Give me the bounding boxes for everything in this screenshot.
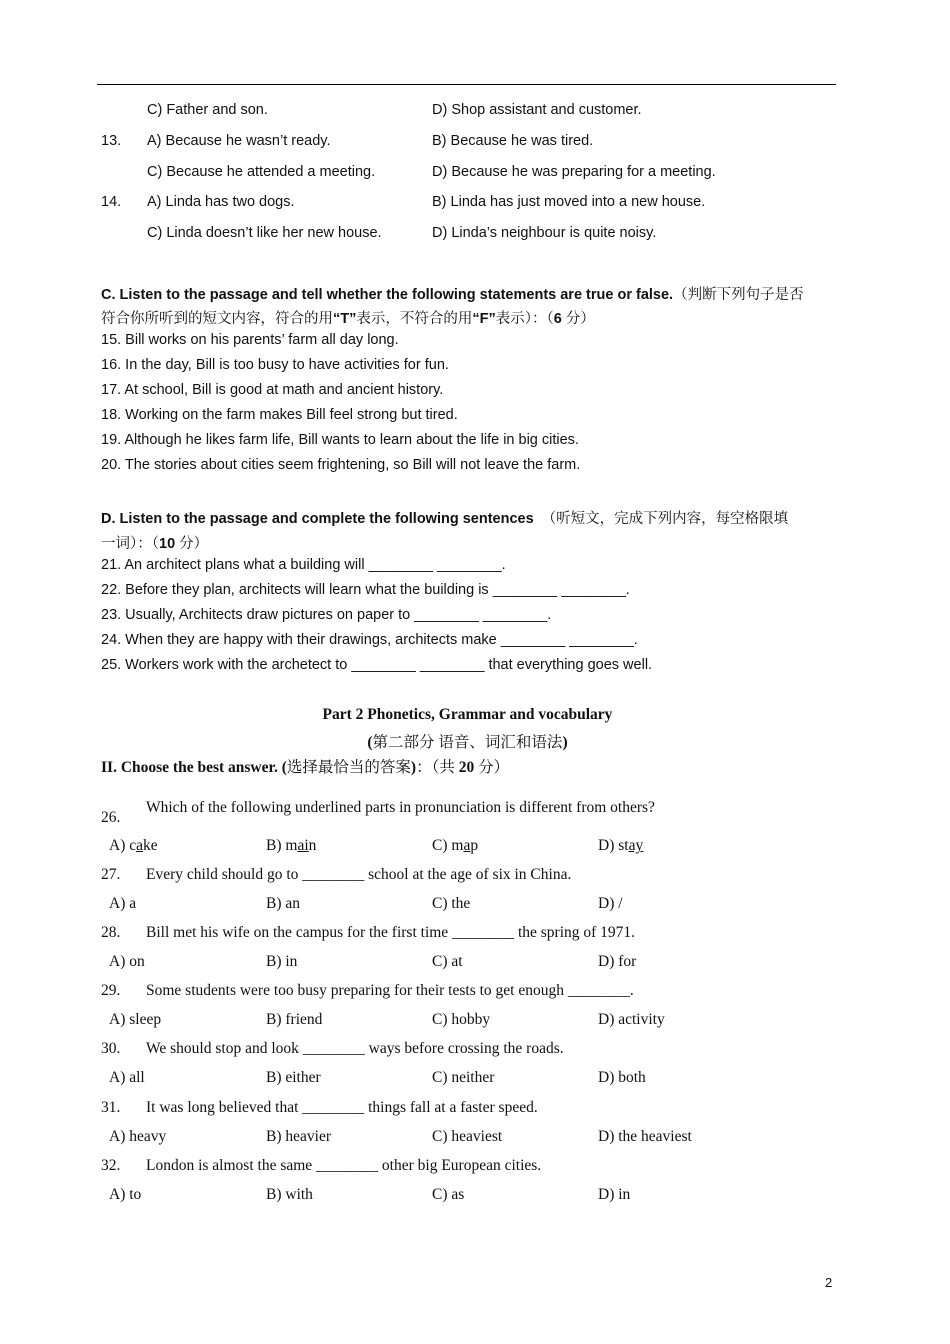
- option-b: B) an: [266, 895, 301, 912]
- question-number: 13.: [101, 133, 122, 149]
- part2-points: 20: [458, 759, 475, 776]
- question-stem: Every child should go to ________ school at the age of six in China.: [146, 866, 572, 883]
- option-a: A) on: [109, 953, 145, 970]
- statement-18: 18. Working on the farm makes Bill feel strong but tired.: [101, 407, 458, 423]
- q13-option-a: A) Because he wasn’t ready.: [147, 133, 331, 149]
- statement-17: 17. At school, Bill is good at math and ancient history.: [101, 382, 444, 398]
- section-c-points: 6: [553, 311, 562, 327]
- option-d: D) /: [598, 895, 623, 912]
- q14-option-b: B) Linda has just moved into a new house.: [432, 194, 706, 210]
- option-b: B) heavier: [266, 1128, 331, 1145]
- option-b: B) in: [266, 953, 298, 970]
- part2-subtitle: (第二部分 语音、词汇和语法): [367, 734, 568, 751]
- q12-option-c: C) Father and son.: [147, 102, 268, 118]
- sentence-22: 22. Before they plan, architects will learn what the building is ________ ________.: [101, 582, 630, 598]
- q12-option-d: D) Shop assistant and customer.: [432, 102, 642, 118]
- page-number: 2: [825, 1275, 833, 1290]
- question-stem: London is almost the same ________ other big European cities.: [146, 1157, 542, 1174]
- section-c-heading-line1: C. Listen to the passage and tell whether the following statements are true or false.（判断下列句子是否: [101, 287, 804, 303]
- q13-option-b: B) Because he was tired.: [432, 133, 594, 149]
- question-number: 14.: [101, 194, 122, 210]
- header-rule: [97, 84, 836, 85]
- option-a: A) all: [109, 1069, 145, 1086]
- question-number: 27.: [101, 866, 121, 883]
- section-d-points: 10: [159, 536, 176, 552]
- option-a: A) sleep: [109, 1011, 162, 1028]
- question-stem: Which of the following underlined parts in pronunciation is different from others?: [146, 799, 655, 816]
- question-stem: Some students were too busy preparing for their tests to get enough ________.: [146, 982, 634, 999]
- option-b: B) main: [266, 837, 317, 854]
- statement-19: 19. Although he likes farm life, Bill wants to learn about the life in big cities.: [101, 432, 579, 448]
- sentence-23: 23. Usually, Architects draw pictures on paper to ________ ________.: [101, 607, 552, 623]
- sentence-24: 24. When they are happy with their drawings, architects make ________ ________.: [101, 632, 638, 648]
- option-d: D) for: [598, 953, 637, 970]
- statement-16: 16. In the day, Bill is too busy to have activities for fun.: [101, 357, 449, 373]
- section-c-heading-line2: 符合你所听到的短文内容，符合的用“T”表示，不符合的用“F”表示）：（6 分）: [101, 311, 595, 327]
- option-c: C) at: [432, 953, 463, 970]
- section-c-heading: C. Listen to the passage and tell whether the following statements are true or false.: [101, 287, 674, 303]
- sentence-21: 21. An architect plans what a building will ________ ________.: [101, 557, 506, 573]
- statement-15: 15. Bill works on his parents’ farm all day long.: [101, 332, 399, 348]
- section-d-heading-line1: D. Listen to the passage and complete the following sentences （听短文，完成下列内容，每空格限填: [101, 511, 789, 527]
- question-number: 28.: [101, 924, 121, 941]
- option-d: D) activity: [598, 1011, 665, 1028]
- option-a: A) cake: [109, 837, 158, 854]
- statement-20: 20. The stories about cities seem frightening, so Bill will not leave the farm.: [101, 457, 581, 473]
- sentence-25: 25. Workers work with the archetect to ________ ________ that everything goes well.: [101, 657, 653, 673]
- option-c: C) hobby: [432, 1011, 491, 1028]
- question-number: 30.: [101, 1040, 121, 1057]
- option-c: C) neither: [432, 1069, 495, 1086]
- option-d: D) in: [598, 1186, 631, 1203]
- option-a: A) heavy: [109, 1128, 167, 1145]
- q13-option-c: C) Because he attended a meeting.: [147, 164, 376, 180]
- part2-title: Part 2 Phonetics, Grammar and vocabulary: [322, 706, 613, 723]
- q14-option-c: C) Linda doesn’t like her new house.: [147, 225, 382, 241]
- question-number: 32.: [101, 1157, 121, 1174]
- question-number: 31.: [101, 1099, 121, 1116]
- q14-option-a: A) Linda has two dogs.: [147, 194, 295, 210]
- question-number: 29.: [101, 982, 121, 999]
- question-stem: It was long believed that ________ things fall at a faster speed.: [146, 1099, 538, 1116]
- option-b: B) friend: [266, 1011, 323, 1028]
- q13-option-d: D) Because he was preparing for a meeting.: [432, 164, 716, 180]
- q14-option-d: D) Linda’s neighbour is quite noisy.: [432, 225, 657, 241]
- option-c: C) map: [432, 837, 479, 854]
- option-d: D) the heaviest: [598, 1128, 692, 1145]
- option-a: A) a: [109, 895, 137, 912]
- option-b: B) with: [266, 1186, 313, 1203]
- option-b: B) either: [266, 1069, 321, 1086]
- option-a: A) to: [109, 1186, 142, 1203]
- option-c: C) heaviest: [432, 1128, 503, 1145]
- option-d: D) stay: [598, 837, 644, 854]
- option-c: C) as: [432, 1186, 465, 1203]
- section-d-heading-line2: 一词）：（10 分）: [101, 536, 209, 552]
- question-stem: Bill met his wife on the campus for the first time ________ the spring of 1971.: [146, 924, 636, 941]
- section-d-heading: D. Listen to the passage and complete the following sentences: [101, 511, 534, 527]
- question-number: 26.: [101, 809, 121, 826]
- option-c: C) the: [432, 895, 471, 912]
- question-stem: We should stop and look ________ ways before crossing the roads.: [146, 1040, 564, 1057]
- option-d: D) both: [598, 1069, 646, 1086]
- part2-instruction: II. Choose the best answer. (选择最恰当的答案)：（共 20 分）: [101, 759, 510, 776]
